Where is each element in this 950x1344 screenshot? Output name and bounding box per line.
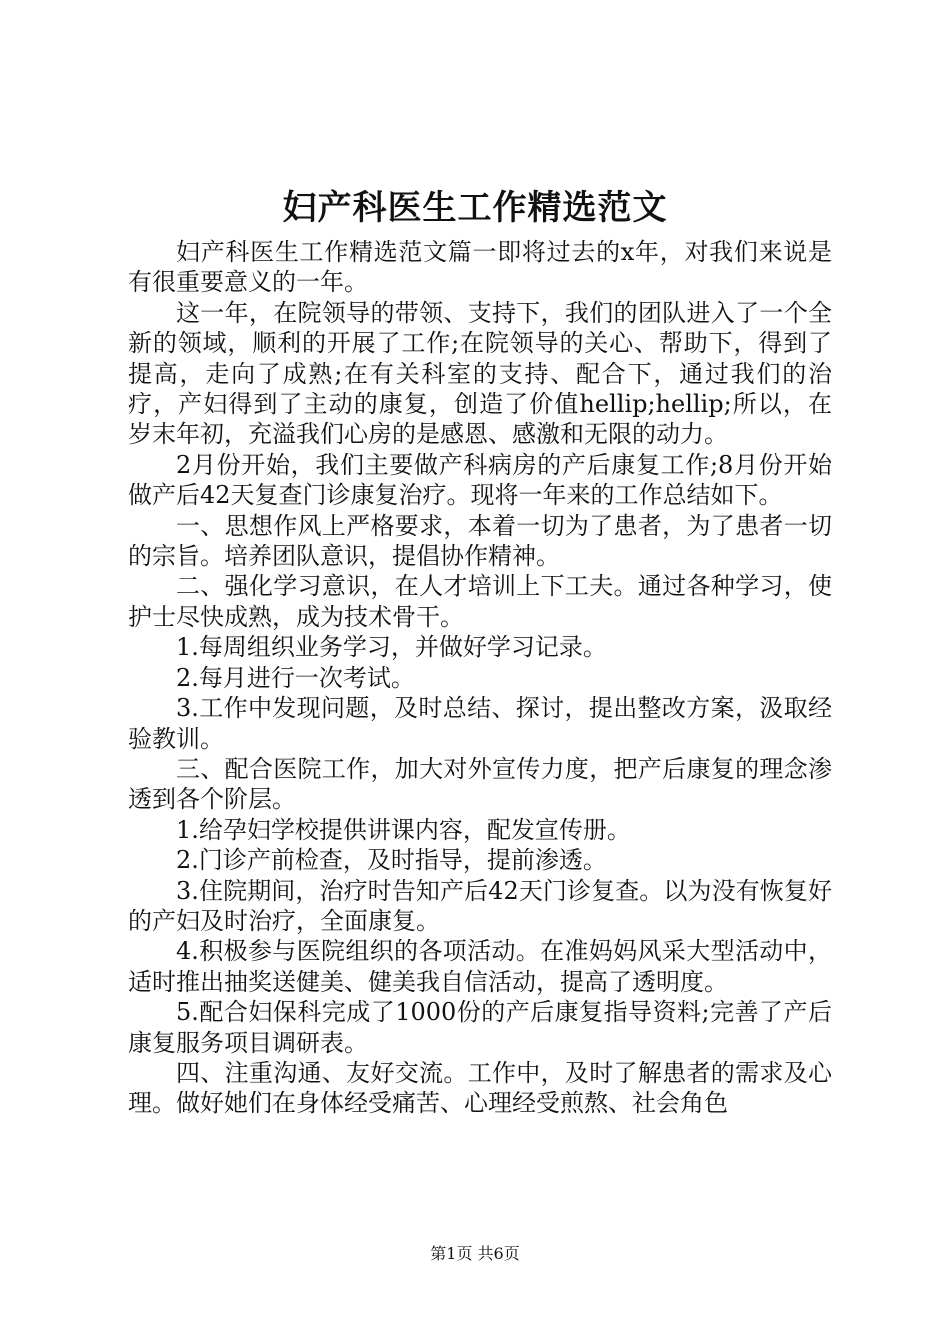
paragraph-12: 3.住院期间，治疗时告知产后42天门诊复查。以为没有恢复好的产妇及时治疗，全面康复。 [128, 876, 832, 935]
paragraph-3: 2月份开始，我们主要做产科病房的产后康复工作;8月份开始做产后42天复查门诊康复治疗。现将一年来的工作总结如下。 [128, 450, 832, 510]
paragraph-8: 3.工作中发现问题，及时总结、探讨，提出整改方案，汲取经验教训。 [128, 694, 832, 753]
paragraph-5: 二、强化学习意识，在人才培训上下工夫。通过各种学习，使护士尽快成熟，成为技术骨干。 [128, 572, 832, 631]
page-footer: 第1页 共6页 [430, 1244, 520, 1263]
paragraph-7: 2.每月进行一次考试。 [176, 663, 415, 692]
document-body [128, 237, 832, 1119]
paragraph-4: 一、思想作风上严格要求，本着一切为了患者，为了患者一切的宗旨。培养团队意识，提倡协作精神。 [128, 511, 832, 571]
document-title: 妇产科医生工作精选范文 [282, 188, 668, 228]
paragraph-11: 2.门诊产前检查，及时指导，提前渗透。 [176, 846, 607, 875]
paragraph-13: 4.积极参与医院组织的各项活动。在准妈妈风采大型活动中，适时推出抽奖送健美、健美我自信活动，提高了透明度。 [128, 937, 832, 996]
paragraph-15: 四、注重沟通、友好交流。工作中，及时了解患者的需求及心理。做好她们在身体经受痛苦、心理经受煎熬、社会角色 [128, 1058, 832, 1118]
paragraph-1: 妇产科医生工作精选范文篇一即将过去的x年，对我们来说是有很重要意义的一年。 [128, 238, 832, 297]
paragraph-10: 1.给孕妇学校提供讲课内容，配发宣传册。 [176, 815, 631, 844]
paragraph-9: 三、配合医院工作，加大对外宣传力度，把产后康复的理念渗透到各个阶层。 [128, 754, 832, 814]
paragraph-14: 5.配合妇保科完成了1000份的产后康复指导资料;完善了产后康复服务项目调研表。 [128, 998, 832, 1057]
paragraph-2: 这一年，在院领导的带领、支持下，我们的团队进入了一个全新的领域，顺利的开展了工作;在院领导的关心、帮助下，得到了提高，走向了成熟;在有关科室的支持、配合下，通过我们的治疗，产妇得到了主动的康复，创造了价值hellip;hellip;所以，在岁末年初，充溢我们心房的是感恩、感激和无限的动力。 [128, 298, 832, 449]
paragraph-6: 1.每周组织业务学习，并做好学习记录。 [176, 633, 607, 662]
